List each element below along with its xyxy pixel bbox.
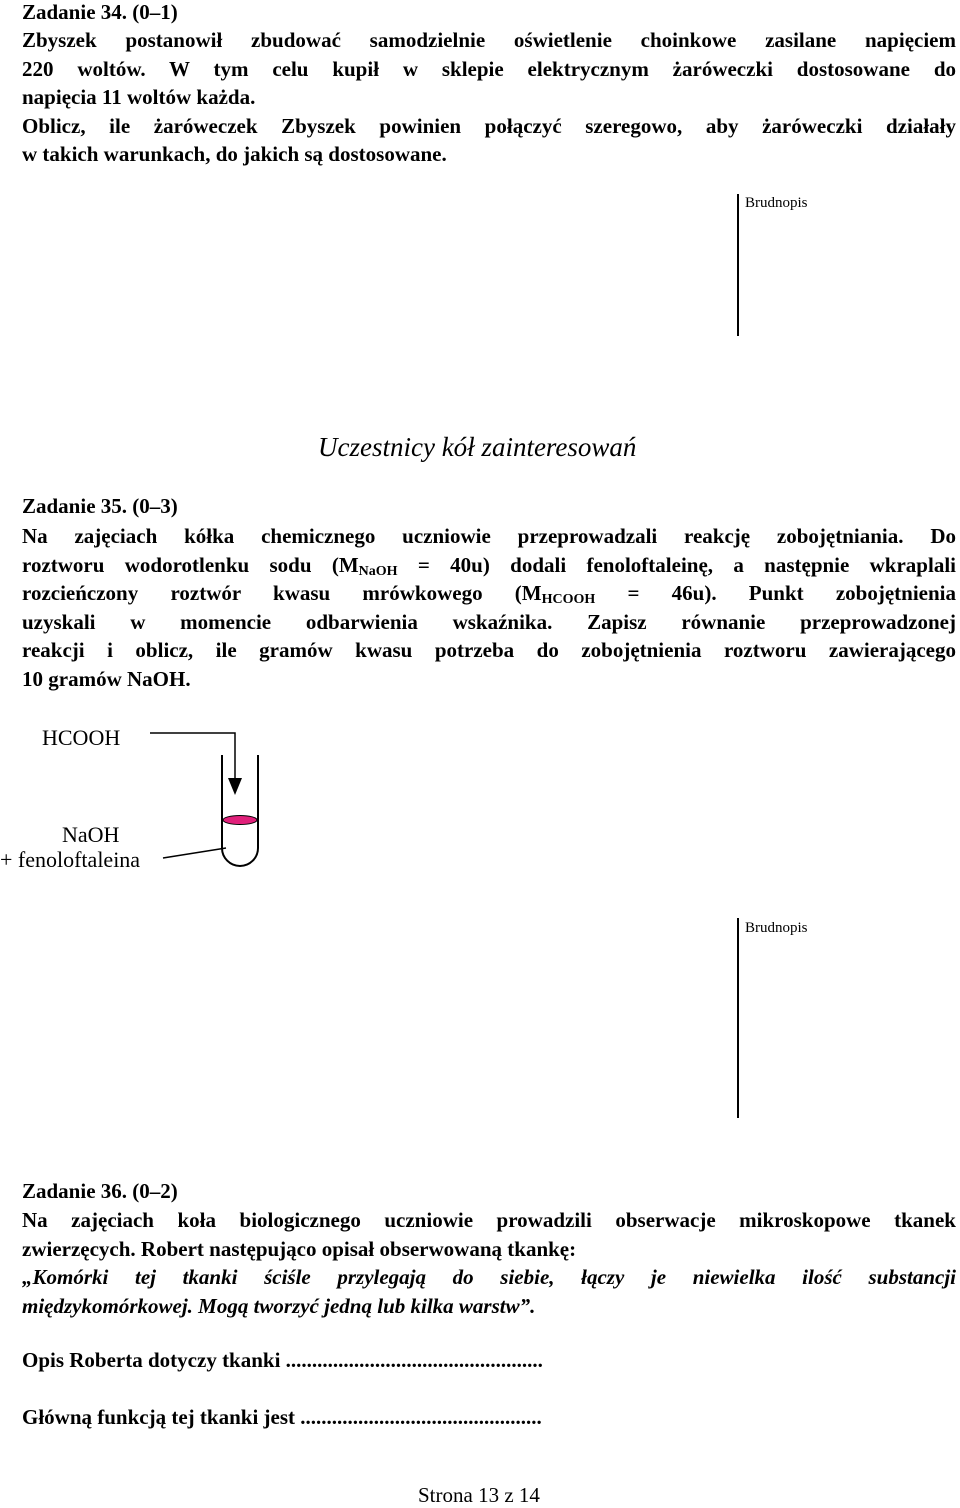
arrow-down-icon <box>228 778 242 795</box>
task35-line-6: 10 gramów NaOH. <box>22 666 191 691</box>
naoh-label: NaOH <box>62 822 120 847</box>
hcooh-label: HCOOH <box>42 725 121 750</box>
draft-divider <box>737 194 739 336</box>
task35-line-2-start: roztworu wodorotlenku sodu (M <box>22 552 359 577</box>
test-tube <box>222 755 258 866</box>
task35-line-3-end: = 46u). Punkt zobojętnienia <box>595 581 956 605</box>
task35-line-5: reakcji i oblicz, ile gramów kwasu potrzeba do zobojętnienia roztworu zawierającego <box>22 638 956 662</box>
task36-line-2: zwierzęcych. Robert następująco opisał obserwowaną tkankę: <box>22 1236 577 1261</box>
solution-surface <box>223 816 257 825</box>
hcooh-subscript: HCOOH <box>541 592 596 607</box>
task35-line-4: uzyskali w momencie odbarwienia wskaźnika. Zapisz równanie przeprowadzonej <box>22 609 956 634</box>
task34-line-3: napięcia 11 woltów każda. <box>22 85 256 109</box>
task36-quote-line-1: „Komórki tej tkanki ściśle przylegają do siebie, łączy je niewielka ilość substancji <box>22 1265 956 1289</box>
task35-line-2-end: = 40u) dodali fenoloftaleinę, a następnie wkraplali <box>397 552 956 577</box>
task36-text <box>22 1206 956 1320</box>
draft-label-2: Brudnopis <box>745 920 808 936</box>
task34-line-4: Oblicz, ile żaróweczek Zbyszek powinien połączyć szeregowo, aby żaróweczki działały <box>22 113 956 138</box>
task35-line-2 <box>22 551 956 580</box>
task34-line-2: 220 woltów. W tym celu kupił w sklepie elektrycznym żaróweczki dostosowane do <box>22 56 956 81</box>
task35-heading: Zadanie 35. (0–3) <box>22 494 178 518</box>
answer-line-tissue: Opis Roberta dotyczy tkanki ................................................. <box>22 1348 543 1372</box>
task34-heading: Zadanie 34. (0–1) <box>22 0 178 24</box>
task36-quote-line-2: międzykomórkowej. Mogą tworzyć jedną lub kilka warstw”. <box>22 1293 536 1318</box>
section-title: Uczestnicy kół zainteresowań <box>318 432 637 462</box>
task36-heading: Zadanie 36. (0–2) <box>22 1179 178 1203</box>
test-tube-diagram <box>0 720 300 880</box>
task34-text <box>22 26 956 169</box>
indicator-label: + fenoloftaleina <box>0 847 141 872</box>
task34-line-5: w takich warunkach, do jakich są dostosowane. <box>22 142 447 166</box>
base-pointer-line <box>163 848 226 858</box>
draft-divider-2 <box>737 918 739 1118</box>
draft-label: Brudnopis <box>745 195 808 211</box>
task35-line-1: Na zajęciach kółka chemicznego uczniowie przeprowadzali reakcję zobojętniania. Do <box>22 524 956 548</box>
naoh-subscript: NaOH <box>358 563 398 579</box>
task35-line-3 <box>22 579 956 608</box>
page-number: Strona 13 z 14 <box>418 1483 540 1507</box>
answer-line-function: Główną funkcją tej tkanki jest .............................................. <box>22 1405 542 1429</box>
task36-line-1: Na zajęciach koła biologicznego uczniowie prowadzili obserwacje mikroskopowe tkanek <box>22 1208 956 1232</box>
task35-text <box>22 522 956 693</box>
task35-line-3-start: rozcieńczony roztwór kwasu mrówkowego (M <box>22 581 542 605</box>
task34-line-1: Zbyszek postanowił zbudować samodzielnie oświetlenie choinkowe zasilane napięciem <box>22 28 956 52</box>
